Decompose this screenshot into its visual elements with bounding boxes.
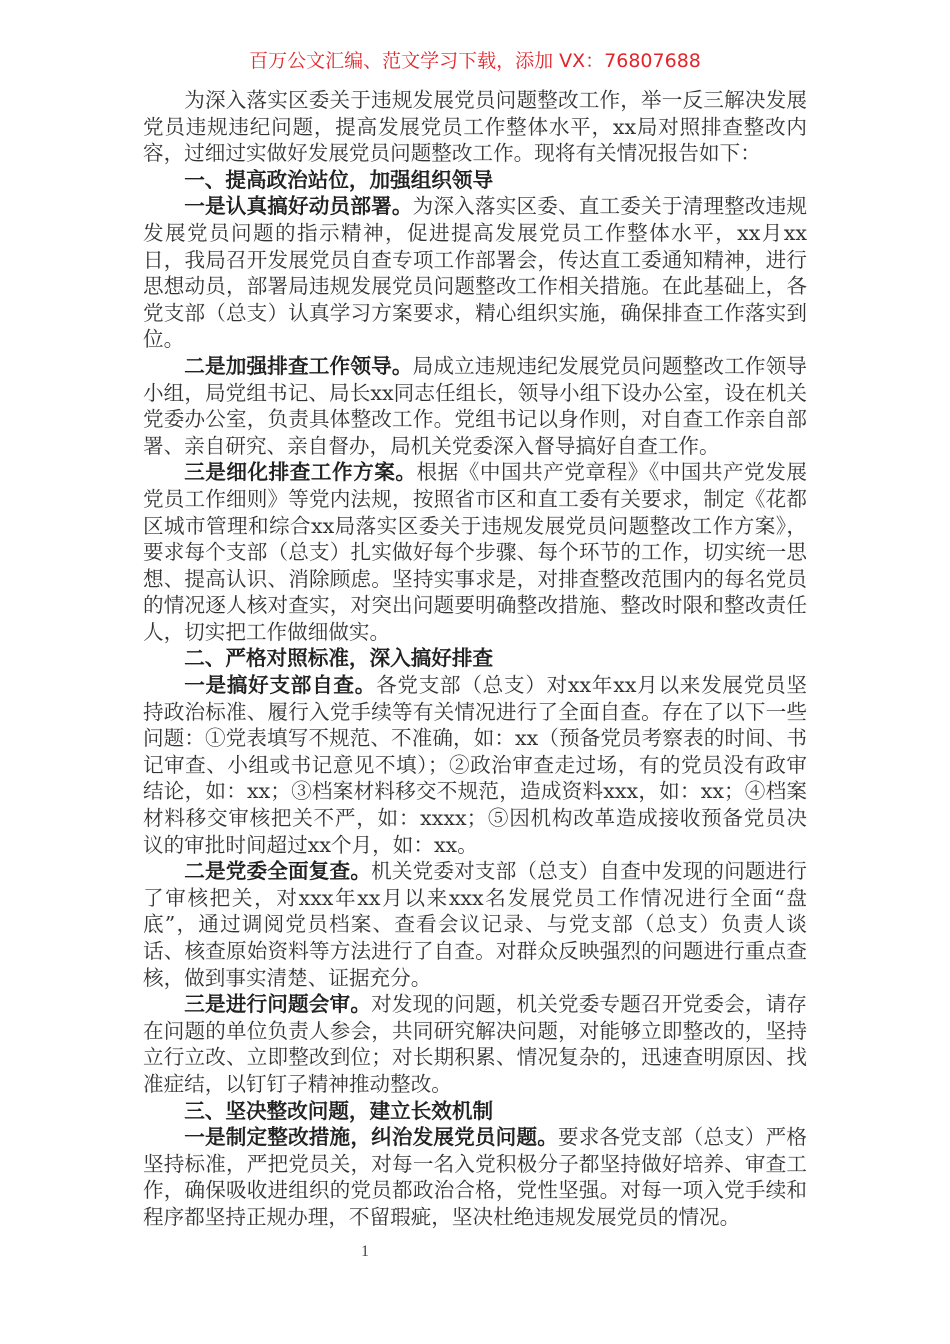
- paragraph-lead: 一是制定整改措施，纠治发展党员问题。: [184, 1125, 558, 1150]
- paragraph-lead: 二是加强排查工作领导。: [184, 353, 413, 378]
- watermark-header: 百万公文汇编、范文学习下载，添加 VX：76807688: [249, 50, 701, 72]
- paragraph-text: 为深入落实区委、直工委关于清理整改违规发展党员问题的指示精神，促进提高发展党员工作整体水平，xx月xx日，我局召开发展党员自查专项工作部署会，传达直工委通知精神，进行思想动员，部署局违规发展党员问题整改工作相关措施。在此基础上，各党支部（总支）认真学习方案要求，精心组织实施，确保排查工作落实到位。: [143, 194, 808, 352]
- paragraph-lead: 一是认真搞好动员部署。: [184, 194, 413, 219]
- paragraph: [143, 672, 807, 858]
- intro-paragraph: 为深入落实区委关于违规发展党员问题整改工作，举一反三解决发展党员违规违纪问题，提高发展党员工作整体水平，xx局对照排查整改内容，过细过实做好发展党员问题整改工作。现将有关情况报告如下：: [143, 88, 807, 166]
- paragraph: [143, 858, 807, 991]
- paragraph: [143, 991, 807, 1097]
- paragraph-lead: 三是进行问题会审。: [184, 992, 372, 1017]
- paragraph: [143, 353, 807, 459]
- paragraph-lead: 一是搞好支部自查。: [184, 673, 377, 698]
- paragraph-text: 要求各党支部（总支）严格坚持标准，严把党员关，对每一名入党积极分子都坚持做好培养、审查工作，确保吸收进组织的党员都政治合格，党性坚强。对每一项入党手续和程序都坚持正规办理，不留瑕疵，坚决杜绝违规发展党员的情况。: [143, 1125, 808, 1229]
- paragraph-text: 各党支部（总支）对xx年xx月以来发展党员坚持政治标准、履行入党手续等有关情况进行了全面自查。存在了以下一些问题：①党表填写不规范、不准确，如：xx（预备党员考察表的时间、书记审查、小组或书记意见不填）；②政治审查走过场，有的党员没有政审结论，如：xx；③档案材料移交不规范，造成资料xxx，如：xx；④档案材料移交审核把关不严，如：xxxx；⑤因机构改革造成接收预备党员决议的审批时间超过xx个月，如：xx。: [143, 673, 807, 857]
- section-heading-2: 二、严格对照标准，深入搞好排查: [184, 646, 494, 671]
- paragraph-lead: 二是党委全面复查。: [184, 859, 372, 884]
- paragraph-text: 根据《中国共产党章程》《中国共产党发展党员工作细则》等党内法规，按照省市区和直工委有关要求，制定《花都区城市管理和综合xx局落实区委关于违规发展党员问题整改工作方案》，要求每个支部（总支）扎实做好每个步骤、每个环节的工作，切实统一思想、提高认识、消除顾虑。坚持实事求是，对排查整改范围内的每名党员的情况逐人核对查实，对突出问题要明确整改措施、整改时限和整改责任人，切实把工作做细做实。: [143, 460, 808, 644]
- section-heading-1: 一、提高政治站位，加强组织领导: [184, 167, 494, 192]
- page-number: 1: [361, 1243, 369, 1260]
- paragraph: [143, 459, 807, 645]
- paragraph-lead: 三是细化排查工作方案。: [184, 460, 417, 485]
- paragraph-text: 机关党委对支部（总支）自查中发现的问题进行了审核把关，对xxx年xx月以来xxx名发展党员工作情况进行全面“盘底”，通过调阅党员档案、查看会议记录、与党支部（总支）负责人谈话、核查原始资料等方法进行了自查。对群众反映强烈的问题进行重点查核，做到事实清楚、证据充分。: [143, 859, 808, 990]
- paragraph: [143, 1124, 807, 1230]
- section-heading-3: 三、坚决整改问题，建立长效机制: [184, 1098, 494, 1123]
- document-body: [143, 87, 807, 1231]
- paragraph-text: 对发现的问题，机关党委专题召开党委会，请存在问题的单位负责人参会，共同研究解决问题，对能够立即整改的，坚持立行立改、立即整改到位；对长期积累、情况复杂的，迅速查明原因、找准症结，以钉钉子精神推动整改。: [143, 992, 808, 1096]
- paragraph-text: 局成立违规违纪发展党员问题整改工作领导小组，局党组书记、局长xx同志任组长，领导小组下设办公室，设在机关党委办公室，负责具体整改工作。党组书记以身作则，对自查工作亲自部署、亲自研究、亲自督办，局机关党委深入督导搞好自查工作。: [143, 353, 808, 458]
- paragraph: [143, 193, 807, 353]
